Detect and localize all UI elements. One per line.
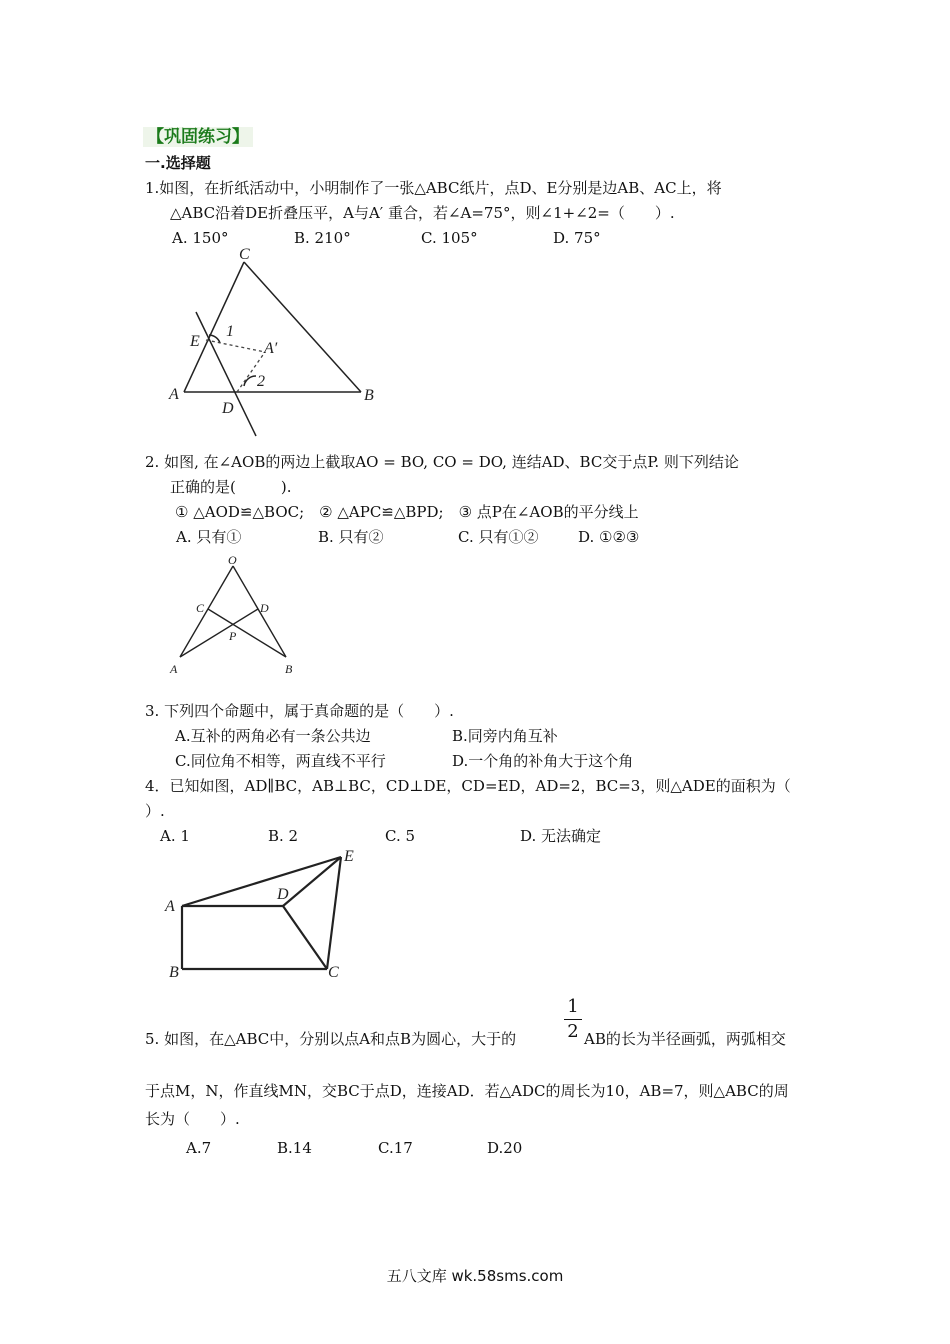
q5-fraction-denominator: 2 — [567, 1021, 579, 1042]
q1-label-1: 1 — [226, 323, 234, 340]
q1-side-ac — [184, 262, 244, 392]
q2-label-c: C — [196, 601, 205, 615]
q3-line1: 3. 下列四个命题中，属于真命题的是（ ）. — [145, 702, 454, 720]
q4-label-c: C — [328, 964, 339, 981]
q5-option-b: B.14 — [277, 1139, 312, 1157]
q2-label-d: D — [260, 601, 269, 615]
q1-label-2: 2 — [257, 373, 265, 390]
section-title: 【巩固练习】 — [143, 127, 253, 147]
q5-fraction-numerator: 1 — [567, 996, 579, 1017]
q4-label-d: D — [277, 886, 289, 903]
q5-option-d: D.20 — [487, 1139, 523, 1157]
q1-line2: △ABC沿着DE折叠压平，A与A′ 重合，若∠A=75°，则∠1+∠2=（ ）. — [170, 204, 675, 222]
q1-label-d: D — [222, 400, 234, 417]
q4-figure — [160, 845, 370, 985]
q2-label-a: A — [170, 662, 178, 676]
q4-label-a: A — [165, 898, 175, 915]
q4-segment-ec — [327, 857, 341, 969]
q2-side-oa — [180, 566, 233, 657]
q4-line1: 4．已知如图，AD∥BC，AB⊥BC，CD⊥DE，CD=ED，AD=2，BC=3，则△ADE的面积为（ — [145, 777, 791, 795]
q1-figure — [160, 240, 390, 445]
q2-line2: 正确的是( ). — [170, 478, 292, 496]
q1-option-d: D. 75° — [553, 229, 601, 247]
q2-label-o: O — [228, 553, 237, 567]
footer-watermark: 五八文库 wk.58sms.com — [386, 1267, 564, 1285]
q4-option-a: A. 1 — [160, 827, 190, 845]
q2-option-c: C. 只有①② — [458, 528, 539, 546]
q3-option-b: B.同旁内角互补 — [452, 727, 558, 745]
q3-option-d: D.一个角的补角大于这个角 — [452, 752, 634, 770]
q5-line1-part2: AB的长为半径画弧，两弧相交 — [584, 1030, 786, 1048]
q1-option-a: A. 150° — [172, 229, 229, 247]
q4-label-e: E — [344, 848, 354, 865]
q4-line2: ）. — [145, 802, 165, 820]
q2-figure — [165, 552, 305, 680]
q5-fraction-bar — [564, 1019, 582, 1020]
q3-option-c: C.同位角不相等，两直线不平行 — [175, 752, 386, 770]
q1-label-e: E — [190, 333, 200, 350]
q4-option-c: C. 5 — [385, 827, 416, 845]
q1-option-b: B. 210° — [294, 229, 351, 247]
q2-option-b: B. 只有② — [318, 528, 384, 546]
q5-line3: 长为（ ）. — [145, 1110, 240, 1128]
q2-line1: 2. 如图, 在∠AOB的两边上截取AO = BO, CO = DO, 连结AD、BC交于点P. 则下列结论 — [145, 453, 739, 471]
q5-line1-part1: 5. 如图，在△ABC中，分别以点A和点B为圆心，大于的 — [145, 1030, 517, 1048]
q4-segment-de — [283, 857, 341, 906]
q4-option-d: D. 无法确定 — [520, 827, 602, 845]
q5-line2: 于点M，N，作直线MN，交BC于点D，连接AD．若△ADC的周长为10，AB=7，则△ABC的周 — [145, 1082, 789, 1100]
q4-segment-ae — [182, 857, 341, 906]
q1-label-b: B — [364, 387, 374, 404]
q4-segment-dc — [283, 906, 327, 969]
q1-option-c: C. 105° — [421, 229, 478, 247]
q1-angle-2-arc — [244, 376, 256, 386]
q2-option-a: A. 只有① — [176, 528, 242, 546]
q5-option-c: C.17 — [378, 1139, 413, 1157]
q4-option-b: B. 2 — [268, 827, 299, 845]
q1-label-a: A — [169, 386, 179, 403]
q1-label-a-prime: A′ — [264, 340, 278, 357]
q2-option-d: D. ①②③ — [578, 528, 640, 546]
q4-label-b: B — [169, 964, 179, 981]
q1-label-c: C — [239, 246, 250, 263]
q2-label-b: B — [285, 662, 293, 676]
q5-option-a: A.7 — [186, 1139, 212, 1157]
part-title: 一.选择题 — [145, 154, 211, 172]
q2-label-p: P — [229, 629, 237, 643]
q1-line1: 1.如图，在折纸活动中，小明制作了一张△ABC纸片，点D、E分别是边AB、AC上，将 — [145, 179, 722, 197]
q5-fraction — [562, 996, 584, 1043]
q3-option-a: A.互补的两角必有一条公共边 — [175, 727, 371, 745]
q2-line3: ① △AOD≌△BOC; ② △APC≌△BPD; ③ 点P在∠AOB的平分线上 — [175, 503, 639, 521]
